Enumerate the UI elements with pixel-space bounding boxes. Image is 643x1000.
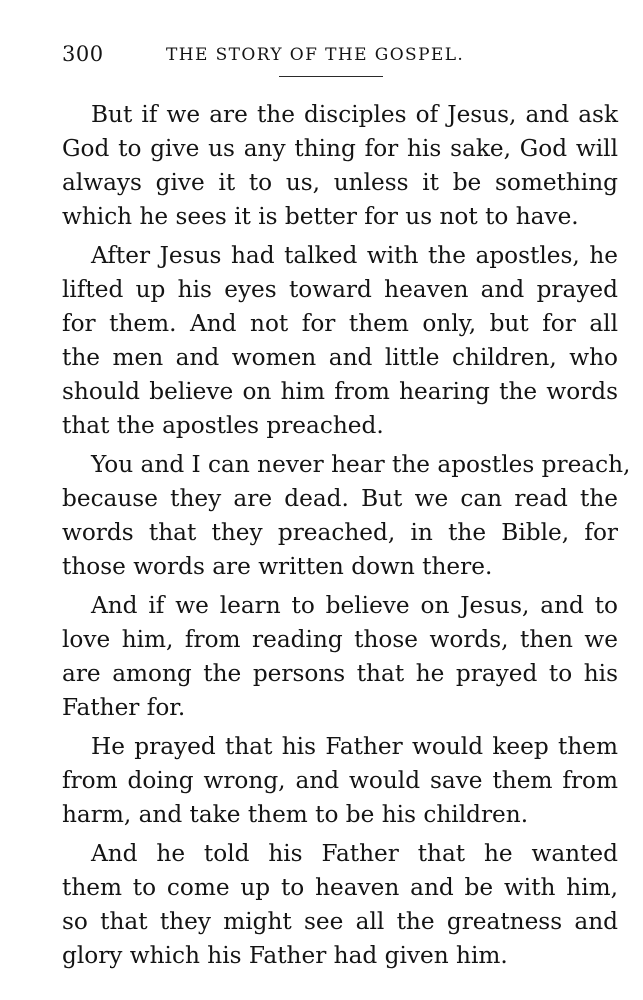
page-number: 300 (62, 42, 104, 66)
text-line: Father for. (62, 694, 186, 721)
text-line: are among the persons that he prayed to his (62, 660, 618, 687)
text-line: the men and women and little children, who (62, 344, 618, 371)
text-line: from doing wrong, and would save them from (62, 767, 618, 794)
text-line: glory which his Father had given him. (62, 942, 508, 969)
text-line: And he told his Father that he wanted (91, 840, 618, 867)
text-line: After Jesus had talked with the apostles, he (91, 242, 618, 269)
text-line: He prayed that his Father would keep them (91, 733, 618, 760)
text-line: But if we are the disciples of Jesus, and ask (91, 101, 618, 128)
paragraph (62, 589, 618, 725)
paragraph (62, 98, 618, 234)
text-line: so that they might see all the greatness and (62, 908, 618, 935)
header-rule (279, 76, 383, 77)
text-line: love him, from reading those words, then we (62, 626, 618, 653)
text-line: which he sees it is better for us not to have. (62, 203, 579, 230)
paragraph (62, 730, 618, 832)
page-header (62, 42, 590, 72)
text-line: harm, and take them to be his children. (62, 801, 529, 828)
text-line: lifted up his eyes toward heaven and prayed (62, 276, 618, 303)
running-title: THE STORY OF THE GOSPEL. (166, 45, 465, 65)
text-line: that the apostles preached. (62, 412, 384, 439)
paragraph (62, 239, 618, 443)
text-line: You and I can never hear the apostles preach, (91, 451, 631, 478)
text-line: because they are dead. But we can read the (62, 485, 618, 512)
text-line: And if we learn to believe on Jesus, and to (91, 592, 618, 619)
text-line: always give it to us, unless it be something (62, 169, 618, 196)
text-line: should believe on him from hearing the words (62, 378, 618, 405)
text-line: them to come up to heaven and be with him, (62, 874, 618, 901)
text-line: words that they preached, in the Bible, for (62, 519, 618, 546)
body-text (62, 98, 631, 978)
text-line: for them. And not for them only, but for all (62, 310, 618, 337)
text-line: those words are written down there. (62, 553, 493, 580)
paragraph (62, 837, 618, 973)
paragraph (62, 448, 631, 584)
text-line: God to give us any thing for his sake, God will (62, 135, 618, 162)
